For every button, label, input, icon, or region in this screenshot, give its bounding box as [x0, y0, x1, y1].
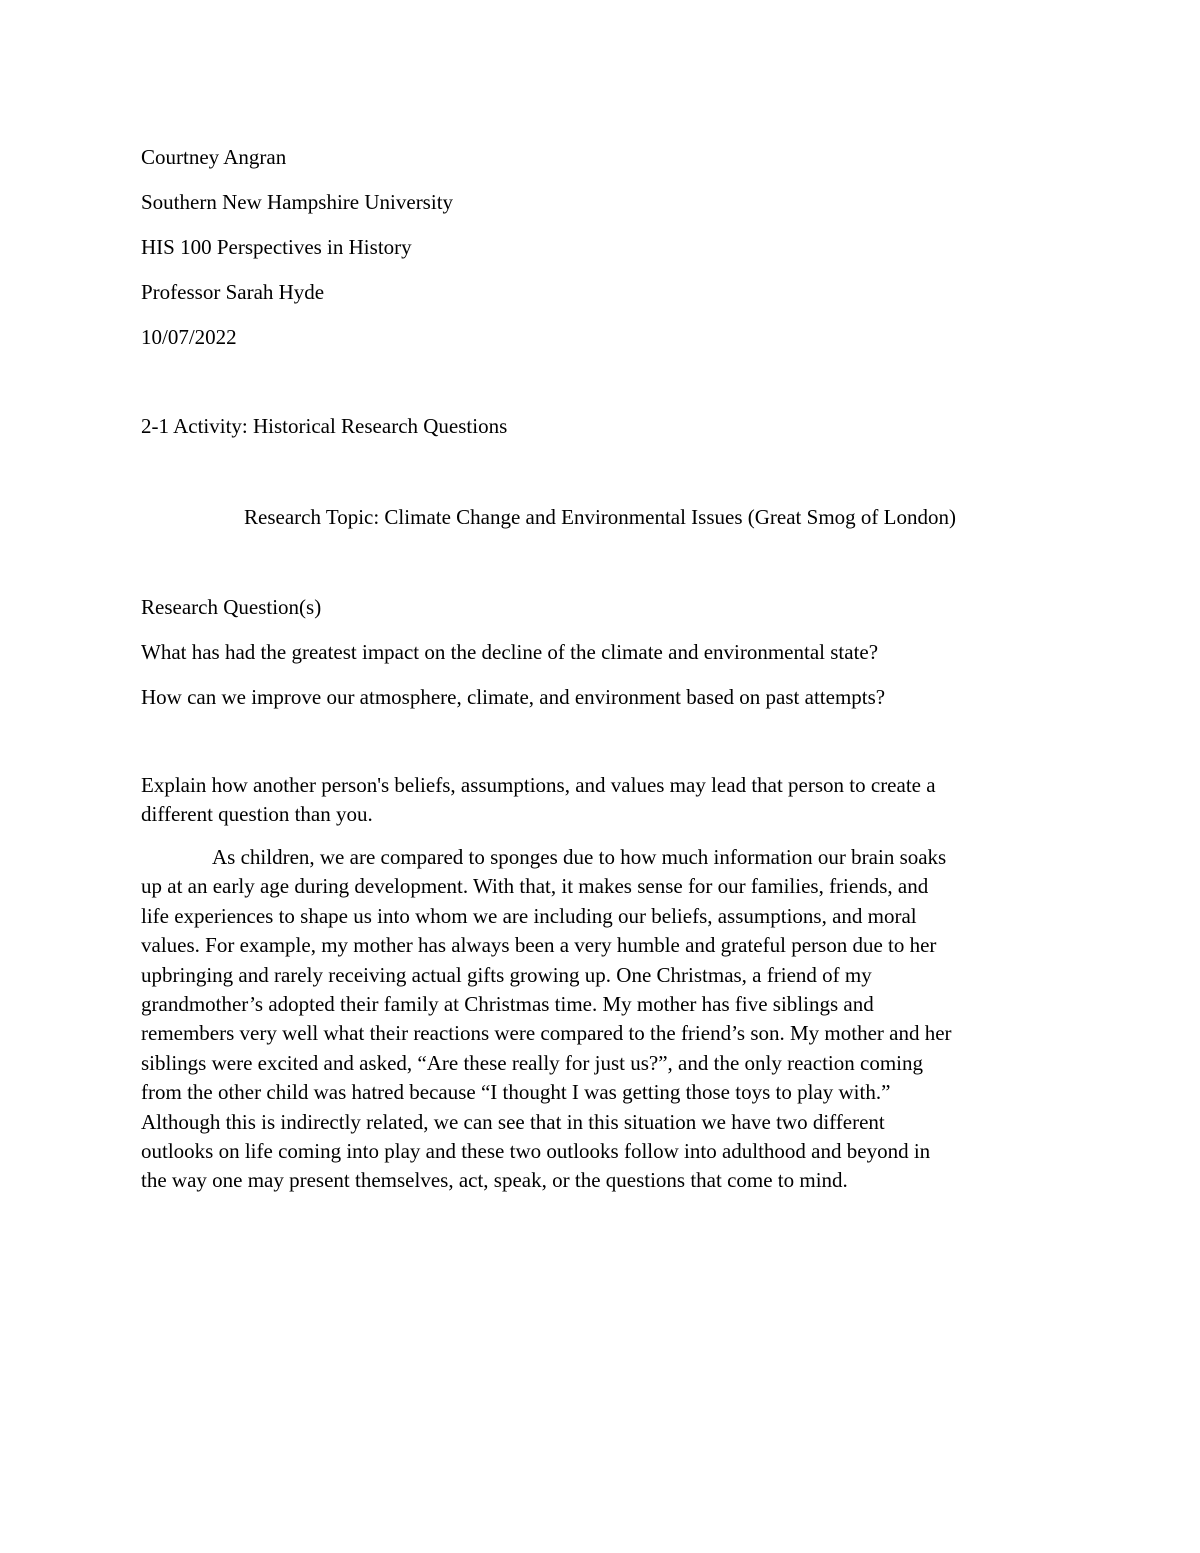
research-question-item: What has had the greatest impact on the decline of the climate and environmental state? [141, 640, 879, 664]
response-line: up at an early age during development. With that, it makes sense for our families, friends, and [141, 874, 929, 899]
response-line: grandmother’s adopted their family at Christmas time. My mother has five siblings and [141, 992, 874, 1017]
professor-name: Professor Sarah Hyde [141, 280, 325, 304]
document-date: 10/07/2022 [141, 325, 237, 349]
response-line: upbringing and rarely receiving actual gifts growing up. One Christmas, a friend of my [141, 962, 872, 987]
response-line: siblings were excited and asked, “Are these really for just us?”, and the only reaction coming [141, 1050, 923, 1075]
research-question-item: How can we improve our atmosphere, climate, and environment based on past attempts? [141, 685, 886, 709]
institution-name: Southern New Hampshire University [141, 190, 454, 214]
response-line: outlooks on life coming into play and these two outlooks follow into adulthood and beyond in [141, 1139, 931, 1164]
research-topic: Research Topic: Climate Change and Environmental Issues (Great Smog of London) [244, 505, 956, 529]
research-questions-heading: Research Question(s) [141, 595, 322, 619]
response-line: life experiences to shape us into whom we are including our beliefs, assumptions, and moral [141, 903, 917, 928]
course-name: HIS 100 Perspectives in History [141, 235, 412, 259]
response-line: values. For example, my mother has always been a very humble and grateful person due to her [141, 933, 937, 958]
response-line: remembers very well what their reactions were compared to the friend’s son. My mother and her [141, 1021, 952, 1046]
response-line: Although this is indirectly related, we can see that in this situation we have two different [141, 1109, 885, 1134]
prompt-line: Explain how another person's beliefs, assumptions, and values may lead that person to create a [141, 773, 936, 797]
author-name: Courtney Angran [141, 145, 287, 169]
response-line: from the other child was hatred because “I thought I was getting those toys to play with.” [141, 1080, 891, 1105]
response-line: the way one may present themselves, act, speak, or the questions that come to mind. [141, 1168, 848, 1193]
response-paragraph [141, 843, 1061, 1196]
assignment-title: 2-1 Activity: Historical Research Questions [141, 414, 508, 438]
response-line: As children, we are compared to sponges due to how much information our brain soaks [212, 845, 947, 869]
prompt-line: different question than you. [141, 802, 373, 827]
prompt-question [141, 771, 1061, 830]
